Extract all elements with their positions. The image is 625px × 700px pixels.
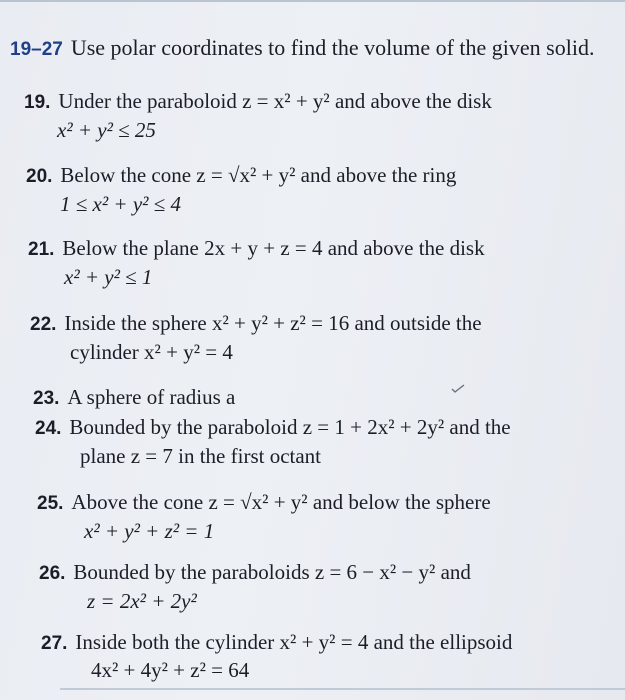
problem-20: [26, 163, 456, 189]
problem-text: Bounded by the paraboloids z = 6 − x² − y² and: [73, 560, 471, 584]
problem-19: [24, 89, 492, 115]
problem-22-condition: cylinder x² + y² = 4: [70, 340, 233, 364]
problem-text: A sphere of radius a: [67, 385, 236, 409]
section-instruction: Use polar coordinates to find the volume of the given solid.: [70, 35, 595, 60]
problem-27-condition: 4x² + 4y² + z² = 64: [91, 658, 250, 682]
problem-text: Below the plane 2x + y + z = 4 and above the disk: [62, 236, 485, 260]
problem-text: Inside both the cylinder x² + y² = 4 and the ellipsoid: [75, 630, 513, 654]
problem-22: [30, 311, 482, 337]
problem-19-condition: x² + y² ≤ 25: [57, 118, 156, 142]
problem-21-condition: x² + y² ≤ 1: [64, 265, 153, 289]
problem-number: 20.: [26, 166, 53, 187]
problem-text: Bounded by the paraboloid z = 1 + 2x² + 2y² and the: [69, 415, 511, 439]
problem-text: Below the cone z = √x² + y² and above the ring: [60, 163, 457, 187]
problem-25: [37, 490, 491, 516]
problem-26-condition: z = 2x² + 2y²: [87, 589, 197, 613]
problem-number: 27.: [41, 633, 68, 654]
problem-20-condition: 1 ≤ x² + y² ≤ 4: [60, 192, 181, 216]
problem-23: [33, 385, 235, 411]
problem-24-condition: plane z = 7 in the first octant: [80, 444, 322, 468]
problem-number: 23.: [33, 388, 60, 409]
problem-number: 24.: [35, 418, 62, 439]
problem-25-condition: x² + y² + z² = 1: [84, 519, 215, 543]
problem-text: Under the paraboloid z = x² + y² and above the disk: [58, 89, 492, 113]
exercise-range: 19–27: [10, 39, 63, 60]
problem-27: [41, 630, 512, 656]
problem-number: 25.: [37, 493, 64, 514]
problem-number: 22.: [30, 314, 57, 335]
problem-26: [39, 560, 471, 586]
problem-21: [28, 236, 485, 262]
top-rule: [0, 0, 625, 2]
problem-number: 19.: [24, 92, 51, 113]
pen-mark: [450, 382, 466, 394]
problem-number: 21.: [28, 239, 55, 260]
problem-text: Above the cone z = √x² + y² and below the sphere: [71, 490, 491, 514]
section-header: [10, 36, 594, 62]
problem-number: 26.: [39, 563, 66, 584]
bottom-rule: [60, 688, 625, 690]
problem-24: [35, 415, 511, 441]
problem-text: Inside the sphere x² + y² + z² = 16 and outside the: [64, 311, 482, 335]
